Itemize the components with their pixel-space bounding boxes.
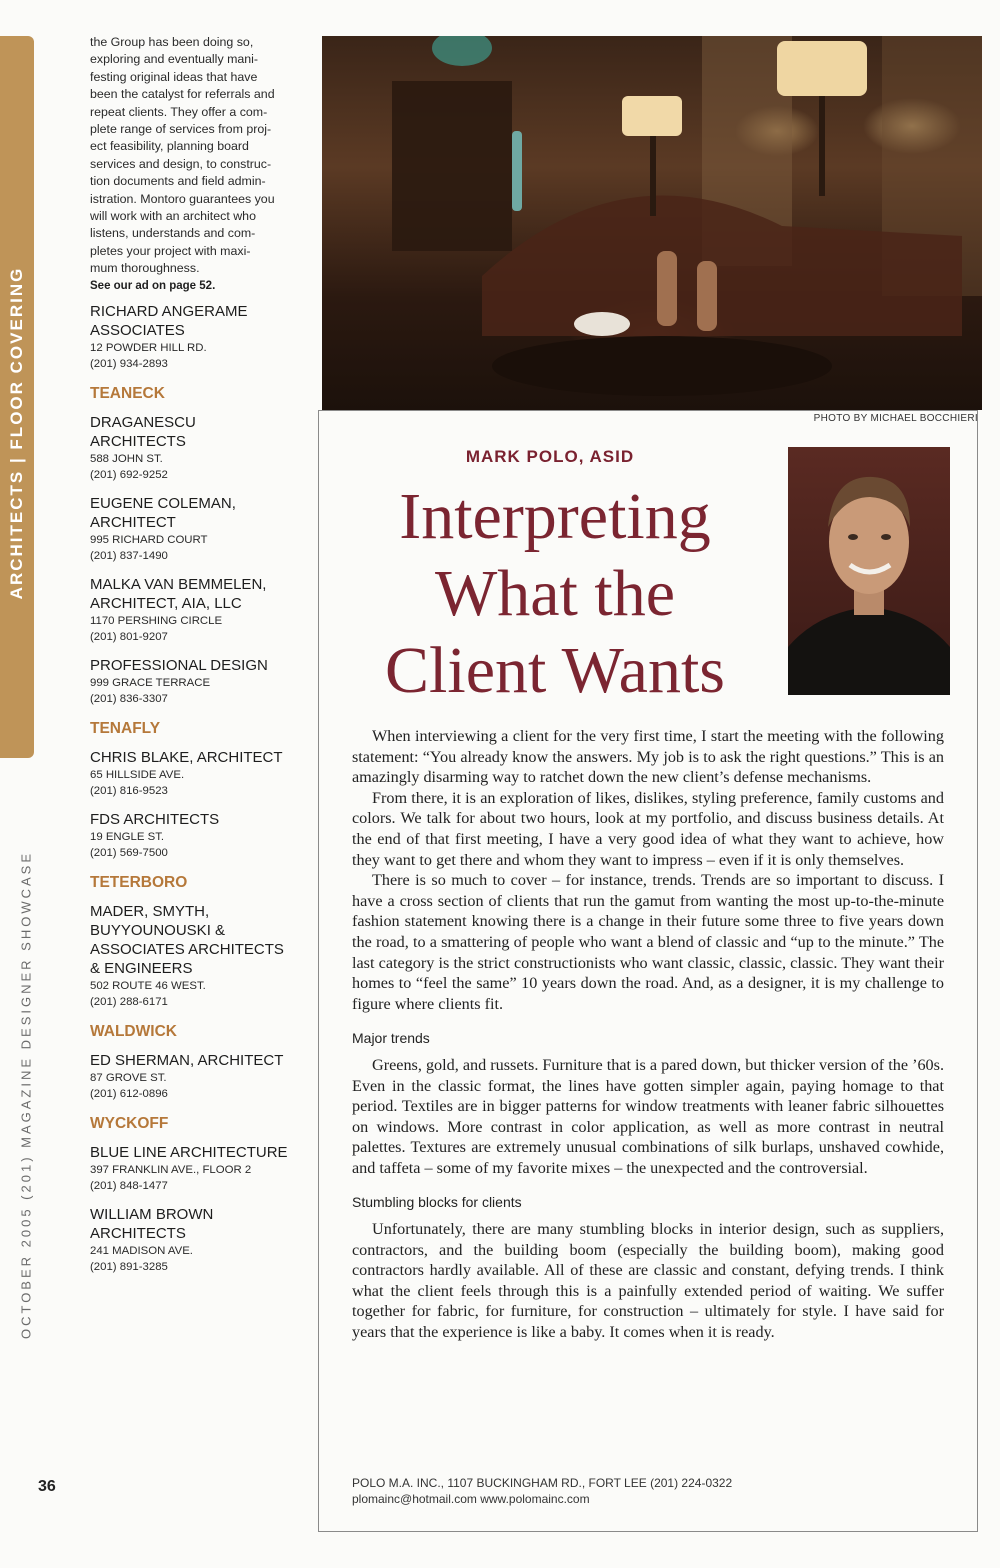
listing-entries <box>90 302 295 1276</box>
listing-name: DRAGANESCU <box>90 413 196 431</box>
headline-line-2: What the <box>434 557 676 630</box>
listing-name: PROFESSIONAL DESIGN <box>90 656 268 674</box>
intro-line: will work with an architect who <box>90 209 256 224</box>
article-paragraph: There is so much to cover – for instance, trends. Trends are so important to discuss. I have a cross section of clients that run the gamut from wanting the most up-to-the-minute fashion statement knowing there is a change in their future some three to five years down the road, to a smattering of people who want a blend of classic and “up to the minute.” The last category is the strict constructionists who want classic, classic, classic. They want their homes to “feel the same” 10 years down the road. And, as a designer, it is my challenge to figure where clients fit. <box>352 871 944 1013</box>
listing-name: BUYYOUNOUSKI & <box>90 921 226 939</box>
page-number: 36 <box>38 1478 56 1495</box>
architect-listing <box>90 494 295 565</box>
contact-web: plomainc@hotmail.com www.polomainc.com <box>352 1492 590 1506</box>
town-heading: WALDWICK <box>90 1022 177 1040</box>
architect-listing <box>90 1205 295 1276</box>
intro-line: listens, understands and com- <box>90 226 256 241</box>
listing-phone: (201) 837-1490 <box>90 550 168 563</box>
listing-address: 19 ENGLE ST. <box>90 830 165 843</box>
listing-name: ASSOCIATES <box>90 321 185 339</box>
listing-name: MADER, SMYTH, <box>90 902 210 920</box>
see-ad-note: See our ad on page 52. <box>90 279 216 292</box>
intro-line: festing original ideas that have <box>90 69 258 84</box>
intro-line: ect feasibility, planning board <box>90 139 249 154</box>
listing-name: MALKA VAN BEMMELEN, <box>90 575 267 593</box>
architect-listing <box>90 1051 295 1103</box>
listing-address: 995 RICHARD COURT <box>90 533 208 546</box>
listing-phone: (201) 891-3285 <box>90 1261 168 1274</box>
architect-listing <box>90 748 295 800</box>
author-portrait <box>788 447 950 695</box>
architect-listings <box>90 34 295 1276</box>
listing-name: ED SHERMAN, ARCHITECT <box>90 1051 284 1069</box>
article-body <box>352 726 944 1343</box>
article-paragraph: When interviewing a client for the very first time, I start the meeting with the following statement: “You already know the answers. My job is to ask the right questions.” This is an amazingly disarming way to ratchet down the new client’s defense mechanisms. <box>352 727 944 787</box>
subhead-stumbling-blocks: Stumbling blocks for clients <box>352 1194 522 1211</box>
listing-phone: (201) 569-7500 <box>90 847 168 860</box>
intro-line: repeat clients. They offer a com- <box>90 104 268 119</box>
intro-text <box>90 34 295 278</box>
listing-name: & ENGINEERS <box>90 959 193 977</box>
listing-name: ARCHITECTS <box>90 432 186 450</box>
designer-contact <box>352 1475 944 1507</box>
article-paragraph: From there, it is an exploration of likes, dislikes, styling preference, family customs and colors. We talk for about two hours, look at my portfolio, and discuss business details. At the end of that first meeting, I have a very good idea of what they want to achieve, how they want to get there and whom they want to impress – even if it is only themselves. <box>352 788 944 869</box>
listing-address: 588 JOHN ST. <box>90 452 163 465</box>
town-heading: TENAFLY <box>90 719 161 737</box>
trends-paragraph: Greens, gold, and russets. Furniture that is a pared down, but thicker version of the ’60s. Even in the classic format, the lines have gotten simpler again, paying homage to that period. Textiles are in bigger patterns for window treatments with leaner fabric silhouettes on windows. More contrast in color application, as well as more contrast in neutral palettes. Textures are extremely unusual combinations of silk burlaps, unshaved cowhide, and taffeta – some of my favorite mixes – the unexpected and the controversial. <box>352 1055 944 1177</box>
architect-listing <box>90 902 295 1011</box>
interior-photo <box>322 36 982 410</box>
headline-line-3: Client Wants <box>385 634 725 707</box>
listing-address: 999 GRACE TERRACE <box>90 676 211 689</box>
listing-phone: (201) 612-0896 <box>90 1088 168 1101</box>
intro-line: services and design, to construc- <box>90 156 272 171</box>
listing-phone: (201) 692-9252 <box>90 469 168 482</box>
subhead-major-trends: Major trends <box>352 1030 430 1047</box>
section-label: ARCHITECTS | FLOOR COVERING <box>7 266 26 600</box>
intro-line: istration. Montoro guarantees you <box>90 191 275 206</box>
listing-name: WILLIAM BROWN <box>90 1205 214 1223</box>
intro-line: mum thoroughness. <box>90 261 200 276</box>
listing-phone: (201) 816-9523 <box>90 785 168 798</box>
photo-credit: PHOTO BY MICHAEL BOCCHIERI <box>813 413 978 424</box>
contact-address: POLO M.A. INC., 1107 BUCKINGHAM RD., FORT LEE (201) 224-0322 <box>352 1476 733 1490</box>
listing-name: RICHARD ANGERAME <box>90 302 248 320</box>
magazine-folio: OCTOBER 2005 (201) MAGAZINE DESIGNER SHOWCASE <box>18 850 34 1340</box>
listing-phone: (201) 836-3307 <box>90 693 168 706</box>
listing-address: 502 ROUTE 46 WEST. <box>90 979 206 992</box>
architect-listing <box>90 413 295 484</box>
listing-address: 65 HILLSIDE AVE. <box>90 768 185 781</box>
listing-address: 241 MADISON AVE. <box>90 1244 193 1257</box>
listing-phone: (201) 801-9207 <box>90 631 168 644</box>
intro-line: exploring and eventually mani- <box>90 52 259 67</box>
listing-name: ARCHITECT, AIA, LLC <box>90 594 242 612</box>
listing-phone: (201) 934-2893 <box>90 358 168 371</box>
listing-name: FDS ARCHITECTS <box>90 810 220 828</box>
architect-listing <box>90 810 295 862</box>
section-tab <box>0 36 34 758</box>
architect-listing <box>90 1143 295 1195</box>
listing-name: CHRIS BLAKE, ARCHITECT <box>90 748 283 766</box>
listing-phone: (201) 288-6171 <box>90 996 168 1009</box>
architect-listing <box>90 656 295 708</box>
listing-address: 1170 PERSHING CIRCLE <box>90 614 223 627</box>
listing-name: BLUE LINE ARCHITECTURE <box>90 1143 288 1161</box>
listing-name: EUGENE COLEMAN, <box>90 494 236 512</box>
architect-listing <box>90 302 295 373</box>
intro-line: tion documents and field admin- <box>90 174 266 189</box>
listing-address: 87 GROVE ST. <box>90 1071 167 1084</box>
intro-line: the Group has been doing so, <box>90 35 254 49</box>
stumbling-blocks-paragraph: Unfortunately, there are many stumbling blocks in interior design, such as suppliers, contractors, and the building boom (especially the building boom), making good contractors hardly available. All of these are classic and constant, defying trends. I think what the client feels through this is a painfully extended period of waiting. We suffer together for fabric, for furniture, for construction – ultimately for style. I have said for years that the experience is like a baby. It comes when it is ready. <box>352 1220 944 1342</box>
listing-phone: (201) 848-1477 <box>90 1180 168 1193</box>
intro-paragraphs <box>352 726 944 1014</box>
listing-address: 397 FRANKLIN AVE., FLOOR 2 <box>90 1163 252 1176</box>
intro-line: plete range of services from proj- <box>90 122 272 137</box>
architect-listing <box>90 575 295 646</box>
town-heading: WYCKOFF <box>90 1114 169 1132</box>
listing-name: ARCHITECTS <box>90 1224 186 1242</box>
article-headline <box>335 478 775 709</box>
author-name: MARK POLO, ASID <box>465 447 635 466</box>
living-room-illustration <box>322 36 982 410</box>
portrait-illustration <box>788 447 950 695</box>
listing-name: ARCHITECT <box>90 513 176 531</box>
listing-address: 12 POWDER HILL RD. <box>90 341 207 354</box>
listing-name: ASSOCIATES ARCHITECTS <box>90 940 284 958</box>
town-heading: TEANECK <box>90 384 165 402</box>
intro-line: been the catalyst for referrals and <box>90 87 275 102</box>
town-heading: TETERBORO <box>90 873 188 891</box>
intro-line: pletes your project with maxi- <box>90 243 251 258</box>
headline-line-1: Interpreting <box>399 480 711 553</box>
